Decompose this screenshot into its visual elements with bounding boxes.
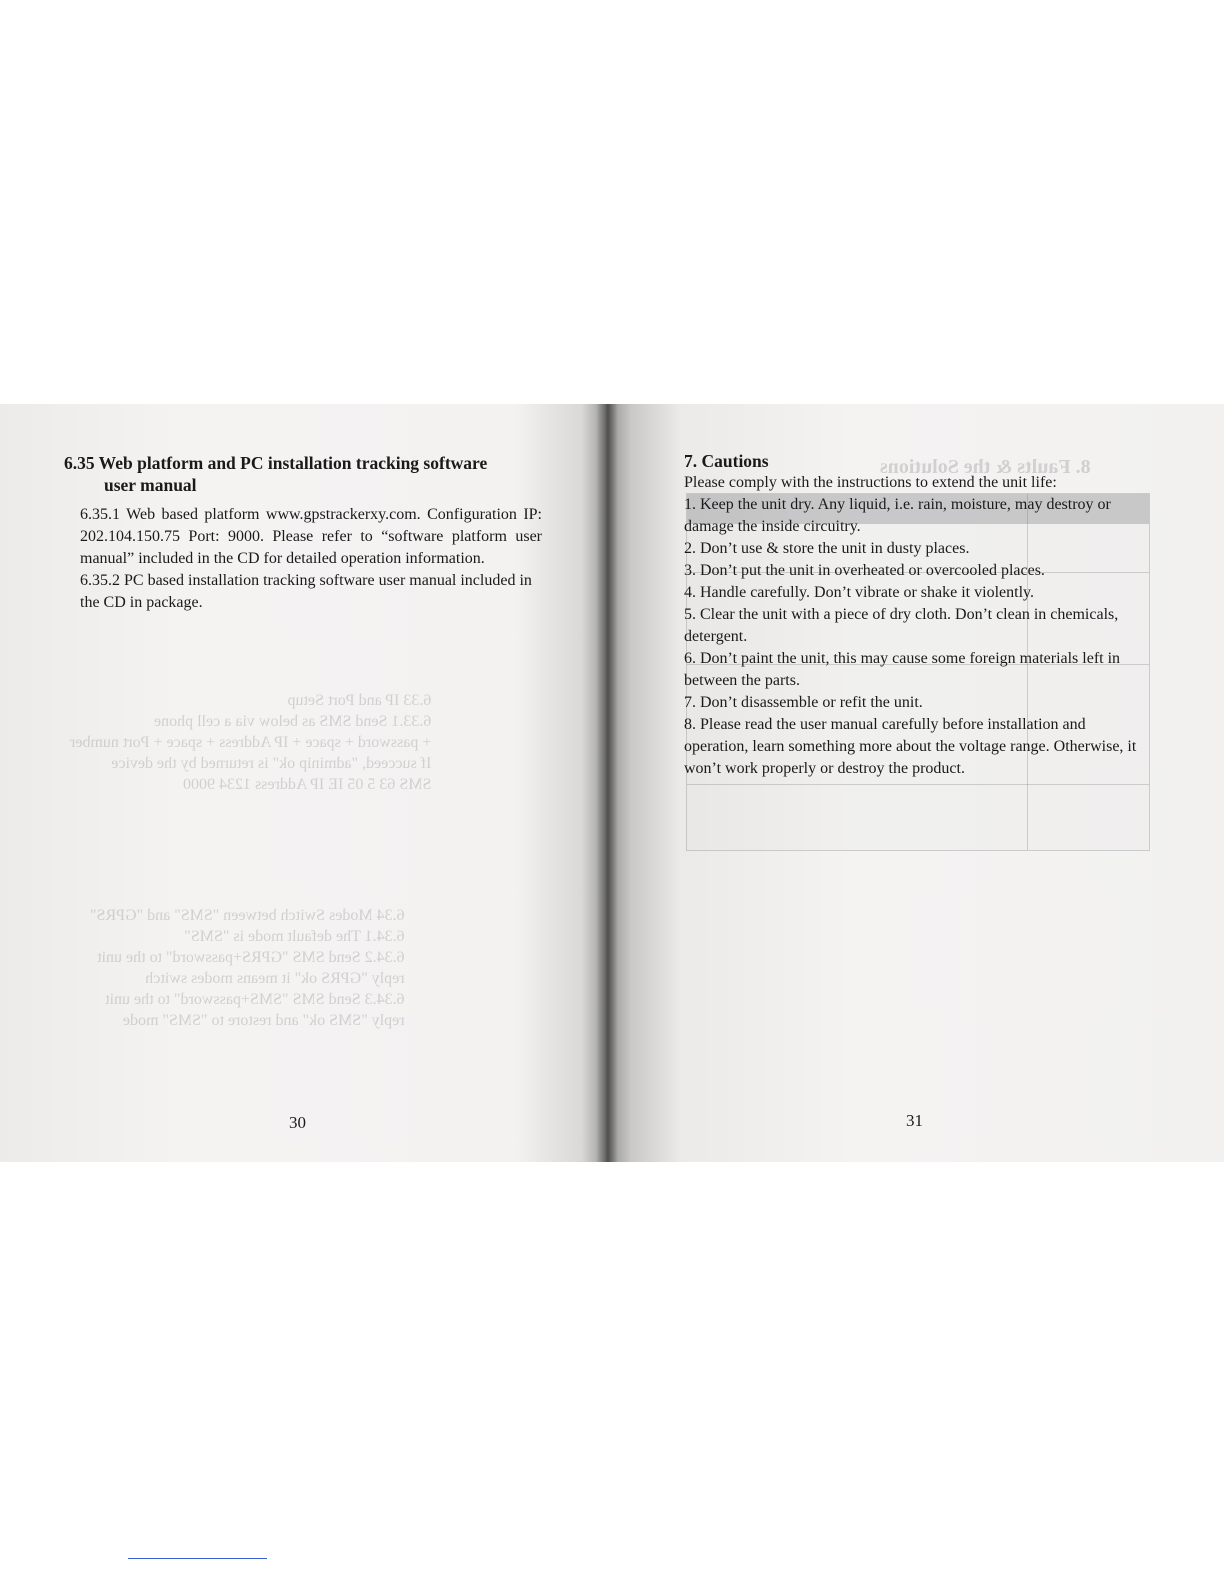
caution-item: 3. Don’t put the unit in overheated or overcooled places. xyxy=(684,562,1045,579)
right-page-content xyxy=(684,450,1154,780)
cautions-intro: Please comply with the instructions to extend the unit life: xyxy=(684,474,1057,491)
bleed-through-text: 8. Faults & the Solutions xyxy=(880,456,1091,478)
caution-item: 1. Keep the unit dry. Any liquid, i.e. rain, moisture, may destroy or damage the inside circuitry. xyxy=(684,496,1111,535)
page-number-right: 31 xyxy=(906,1111,923,1130)
caution-item: 6. Don’t paint the unit, this may cause some foreign materials left in between the parts. xyxy=(684,650,1121,689)
page-number-left: 30 xyxy=(289,1113,306,1132)
cautions-title: 7. Cautions xyxy=(684,451,769,471)
bleed-through-text: 6.34 Modes Switch between "SMS" and "GPRS" 6.34.1 The default mode is "SMS" 6.34.2 Send SMS "GPRS+password" to the unit reply "GPRS ok" it means modes switch 6.34.3 Send SMS "SMS+password" to the unit reply "SMS ok" and restore to "SMS" mode xyxy=(90,907,405,1029)
caution-item: 5. Clear the unit with a piece of dry cloth. Don’t clean in chemicals, detergent. xyxy=(684,606,1119,645)
caution-item: 8. Please read the user manual carefully before installation and operation, learn something more about the voltage range. Otherwise, it won’t work properly or destroy the product. xyxy=(684,716,1137,777)
paragraph-web-platform: 6.35.1 Web based platform www.gpstrackerxy.com. Configuration IP: 202.104.150.75 Port: 9000. Please refer to “software platform user manual” included in the CD for detailed operation information. xyxy=(80,506,542,567)
left-page-content xyxy=(64,452,542,614)
footer-underline xyxy=(128,1558,267,1559)
book-gutter xyxy=(596,404,618,1162)
section-heading-line-1: 6.35 Web platform and PC installation tracking software xyxy=(64,453,488,473)
caution-item: 2. Don’t use & store the unit in dusty places. xyxy=(684,540,970,557)
caution-item: 7. Don’t disassemble or refit the unit. xyxy=(684,694,923,711)
caution-item: 4. Handle carefully. Don’t vibrate or shake it violently. xyxy=(684,584,1034,601)
section-heading xyxy=(64,452,542,496)
section-heading-line-2: user manual xyxy=(104,475,197,495)
paragraph-pc-software: 6.35.2 PC based installation tracking software user manual included in the CD in package. xyxy=(80,572,532,611)
bleed-through-text: 6.33 IP and Port Setup 6.33.1 Send SMS as below via a cell phone + password + space + IP Address + space + Port number If succeed, "adminip ok" is returned by the device SMS 63 5 05 IE IP Address 1234 9000 xyxy=(70,692,432,793)
